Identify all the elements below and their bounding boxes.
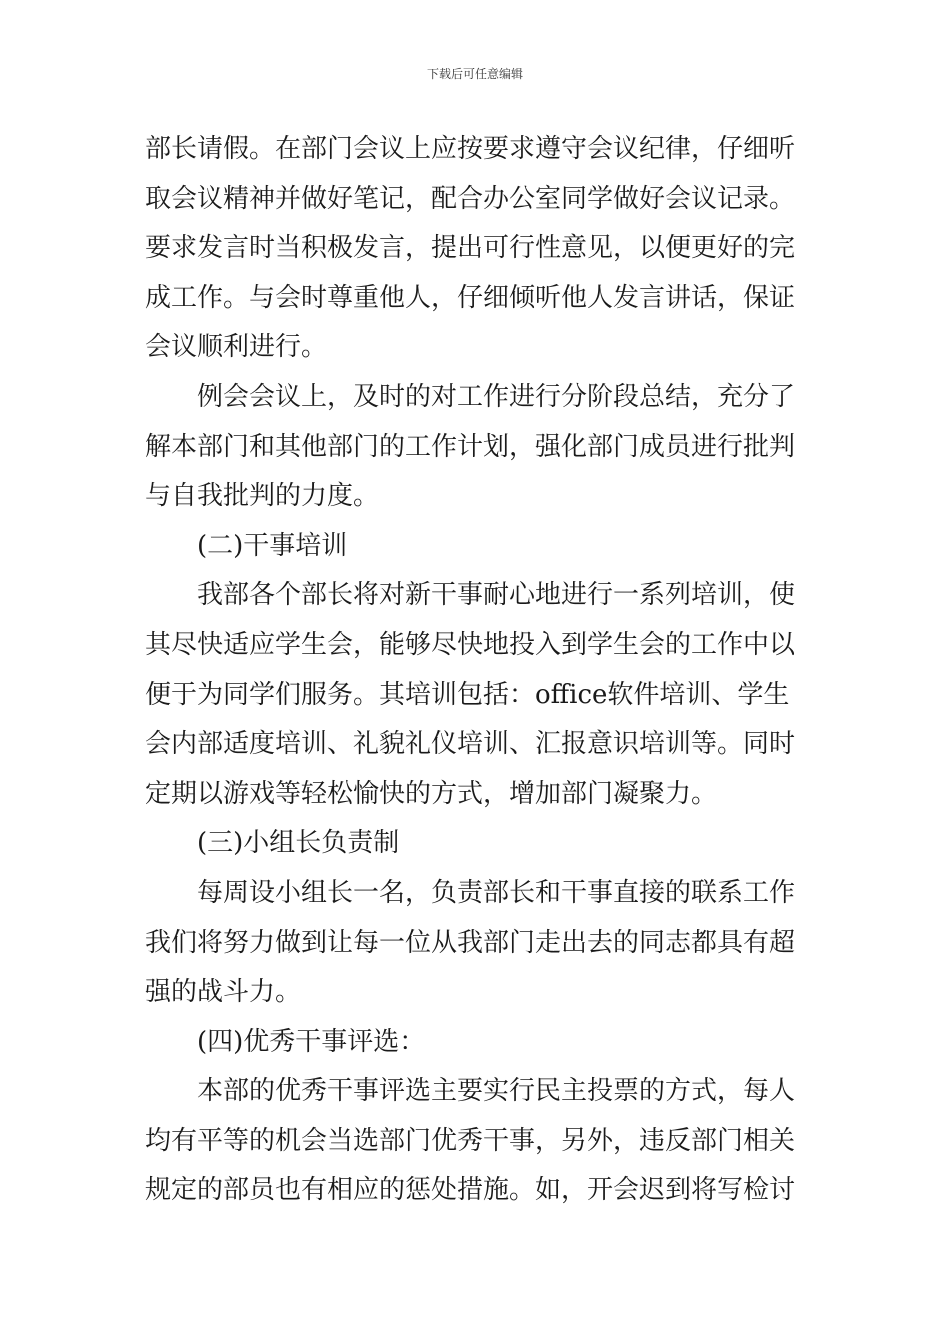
text-line: 定期以游戏等轻松愉快的方式，增加部门凝聚力。 (145, 778, 718, 809)
page-header: 下载后可任意编辑 (426, 67, 523, 81)
text-line: 本部的优秀干事评选主要实行民主投票的方式，每人 (197, 1076, 796, 1107)
section-heading: (二)干事培训 (197, 530, 348, 561)
text-line: 会议顺利进行。 (145, 332, 328, 363)
text-line: 与自我批判的力度。 (145, 481, 380, 512)
text-line: 强的战斗力。 (145, 977, 302, 1008)
section-heading: (三)小组长负责制 (197, 828, 400, 859)
text-line: 我们将努力做到让每一位从我部门走出去的同志都具有超 (145, 927, 796, 958)
text-line: 解本部门和其他部门的工作计划，强化部门成员进行批判 (145, 431, 796, 462)
section-heading: (四)优秀干事评选： (197, 1026, 426, 1057)
text-line: 成工作。与会时尊重他人，仔细倾听他人发言讲话，保证 (145, 282, 796, 313)
text-line: 便于为同学们服务。其培训包括：office软件培训、学生 (145, 679, 790, 710)
text-line: 其尽快适应学生会，能够尽快地投入到学生会的工作中以 (145, 629, 796, 660)
text-line: 规定的部员也有相应的惩处措施。如，开会迟到将写检讨 (145, 1175, 796, 1206)
document-body (145, 125, 810, 1216)
text-line: 取会议精神并做好笔记，配合办公室同学做好会议记录。 (145, 183, 796, 214)
text-line: 均有平等的机会当选部门优秀干事，另外，违反部门相关 (145, 1125, 796, 1156)
text-line: 每周设小组长一名，负责部长和干事直接的联系工作 (197, 877, 796, 908)
text-line: 部长请假。在部门会议上应按要求遵守会议纪律，仔细听 (145, 134, 796, 164)
text-line: 例会会议上，及时的对工作进行分阶段总结，充分了 (197, 381, 796, 412)
text-line: 我部各个部长将对新干事耐心地进行一系列培训，使 (197, 580, 796, 611)
text-line: 要求发言时当积极发言，提出可行性意见，以便更好的完 (145, 233, 796, 264)
text-line: 会内部适度培训、礼貌礼仪培训、汇报意识培训等。同时 (145, 729, 796, 760)
